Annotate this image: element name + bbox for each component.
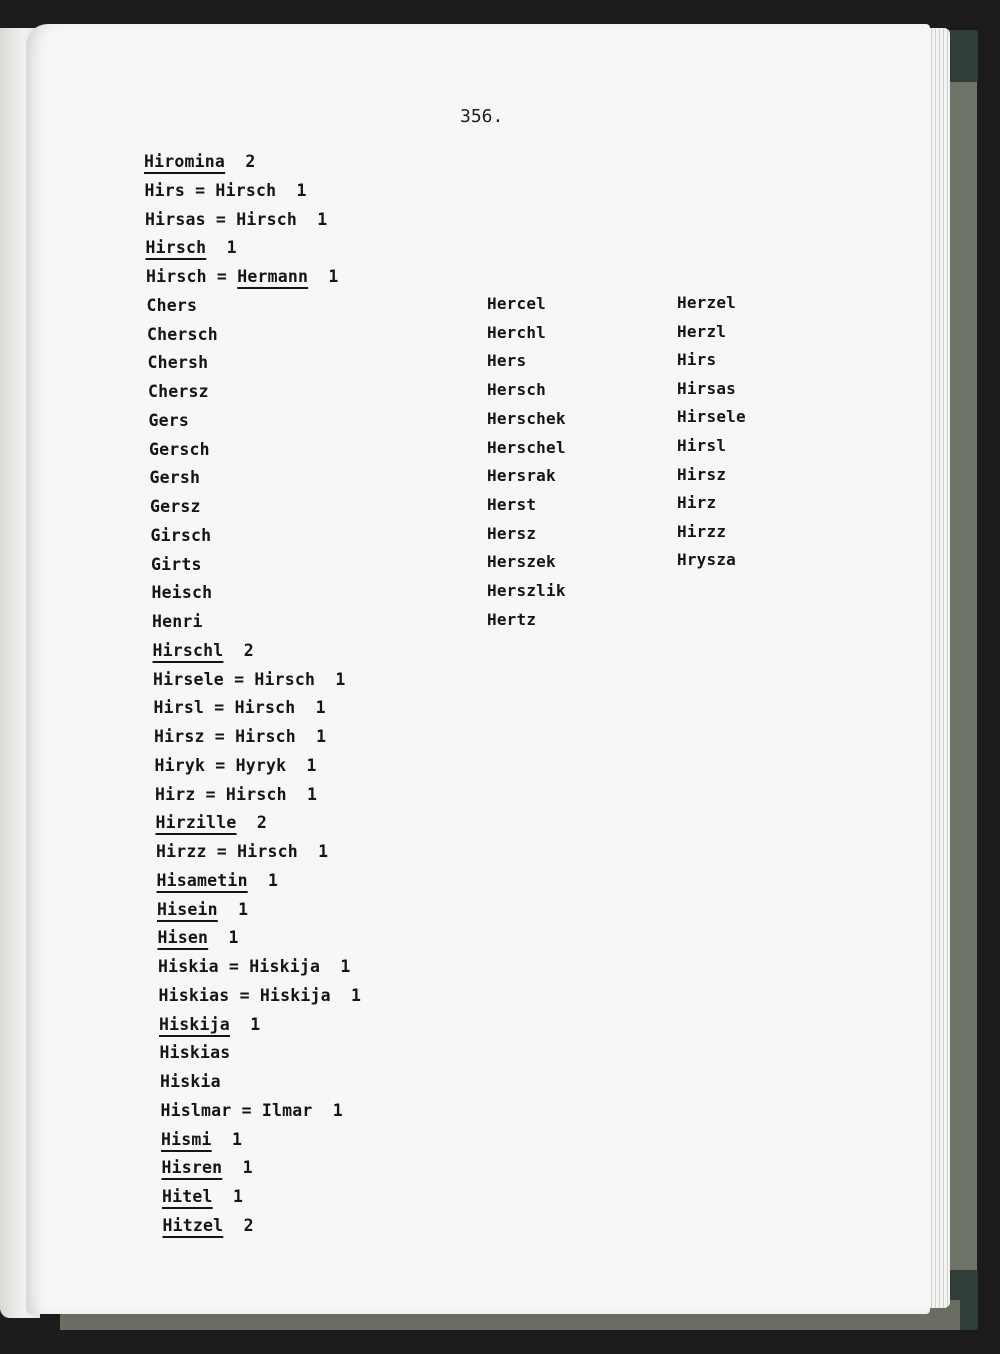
entry-row bbox=[163, 1216, 254, 1235]
entry-row bbox=[159, 1015, 260, 1034]
entry-text: Heisch bbox=[151, 583, 213, 603]
variant-item: Herst bbox=[487, 494, 537, 514]
entry-text: 1 bbox=[222, 1158, 253, 1178]
entry-row bbox=[152, 583, 213, 602]
entry-row bbox=[156, 842, 328, 861]
entry-text: Girts bbox=[151, 554, 202, 574]
entry-text: 2 bbox=[236, 813, 267, 833]
entry-text: Hiskias bbox=[159, 1043, 231, 1063]
entry-text: Hiskia = Hiskija 1 bbox=[158, 957, 351, 976]
entry-headword: Hisametin bbox=[156, 870, 248, 890]
entry-row bbox=[147, 296, 198, 315]
entry-text: Chersch bbox=[147, 324, 218, 344]
variant-item: Hirsele bbox=[677, 407, 746, 427]
entry-text: 1 bbox=[217, 899, 249, 919]
entry-text: 1 bbox=[308, 267, 339, 286]
entry-row bbox=[155, 756, 317, 775]
entry-row bbox=[149, 411, 190, 430]
entry-text: Hirsl = Hirsch 1 bbox=[153, 698, 326, 718]
variant-item: Hersz bbox=[487, 523, 537, 543]
entry-row bbox=[146, 267, 339, 286]
entry-headword: Hitel bbox=[162, 1187, 213, 1206]
entry-text: 1 bbox=[208, 928, 239, 948]
entry-row bbox=[161, 1130, 242, 1149]
entry-text: 1 bbox=[211, 1129, 243, 1149]
variant-item: Herschek bbox=[487, 408, 566, 428]
entry-text: Hislmar = Ilmar 1 bbox=[160, 1100, 343, 1120]
entry-row bbox=[156, 813, 267, 832]
entry-text: Hirsas = Hirsch 1 bbox=[145, 209, 328, 229]
entry-headword: Hisein bbox=[157, 899, 218, 919]
entry-row bbox=[147, 325, 218, 344]
variant-item: Hirzz bbox=[677, 521, 727, 541]
variant-item: Hirsl bbox=[677, 436, 727, 455]
entry-prefix: Hirsch = bbox=[146, 267, 238, 286]
entry-row bbox=[159, 986, 362, 1005]
entry-text: Chers bbox=[146, 295, 198, 315]
entry-row bbox=[144, 152, 255, 171]
entry-row bbox=[150, 468, 201, 487]
entry-text: 1 bbox=[229, 1014, 261, 1034]
variant-item: Hertz bbox=[487, 609, 537, 629]
variant-item: Hirz bbox=[677, 493, 717, 513]
entry-text: Hiskias = Hiskija 1 bbox=[158, 985, 362, 1005]
entry-text: Gers bbox=[148, 410, 190, 430]
entry-row bbox=[155, 785, 317, 804]
entry-headword: Hisren bbox=[161, 1158, 223, 1178]
variant-item: Hirs bbox=[677, 350, 717, 370]
entry-text: Gersz bbox=[150, 497, 201, 516]
variant-item: Hersrak bbox=[487, 466, 556, 486]
entry-text: Gersch bbox=[149, 439, 210, 459]
entry-text: Girsch bbox=[150, 525, 212, 545]
variant-item: Hirsas bbox=[677, 378, 736, 398]
entry-row bbox=[160, 1043, 231, 1062]
entry-row bbox=[161, 1101, 343, 1120]
entry-row bbox=[154, 698, 326, 717]
entry-headword: Hermann bbox=[237, 267, 309, 286]
entry-text: 1 bbox=[247, 870, 279, 890]
entry-text: 1 bbox=[206, 238, 237, 258]
entry-row bbox=[157, 900, 248, 919]
variant-item: Herzl bbox=[677, 321, 727, 341]
entry-text: Hirsele = Hirsch 1 bbox=[153, 669, 346, 689]
entry-headword: Hirsch bbox=[145, 238, 207, 258]
entry-headword: Hiskija bbox=[159, 1014, 230, 1034]
entry-headword: Hiromina bbox=[144, 152, 226, 171]
entry-headword: Hismi bbox=[161, 1129, 212, 1149]
entry-row bbox=[158, 957, 351, 976]
entry-text: Hirzz = Hirsch 1 bbox=[156, 842, 329, 861]
entry-row bbox=[153, 641, 254, 660]
entry-headword: Hisen bbox=[157, 928, 209, 948]
entry-text: Gersh bbox=[149, 468, 201, 488]
entry-row bbox=[148, 353, 209, 372]
entry-row bbox=[151, 526, 212, 545]
entry-row bbox=[158, 928, 239, 947]
entry-headword: Hirzille bbox=[155, 813, 237, 833]
entry-row bbox=[145, 210, 327, 229]
entry-text: Hiryk = Hyryk 1 bbox=[154, 755, 317, 775]
variant-item: Hers bbox=[487, 351, 527, 371]
document-page bbox=[26, 24, 930, 1314]
entry-row bbox=[162, 1187, 243, 1206]
entry-text: Hirz = Hirsch 1 bbox=[155, 784, 318, 804]
entry-text: 2 bbox=[225, 152, 256, 171]
entry-row bbox=[150, 497, 201, 516]
variant-item: Herchl bbox=[487, 322, 546, 342]
entry-text: 2 bbox=[223, 1215, 254, 1235]
entry-row bbox=[149, 440, 210, 459]
variant-item: Herschel bbox=[487, 437, 566, 457]
variant-item: Hirsz bbox=[677, 464, 727, 484]
entry-row bbox=[160, 1072, 221, 1091]
entry-text: 1 bbox=[212, 1187, 244, 1206]
variant-item: Herszek bbox=[487, 552, 556, 572]
entry-text: 2 bbox=[223, 640, 254, 660]
entry-text: Chersh bbox=[147, 353, 209, 373]
variant-item: Hersch bbox=[487, 380, 546, 400]
entry-text: Hirs = Hirsch 1 bbox=[144, 180, 307, 200]
entry-text: Henri bbox=[152, 612, 203, 631]
variant-item: Hercel bbox=[487, 294, 546, 313]
entry-row bbox=[157, 871, 279, 890]
entry-row bbox=[153, 670, 346, 689]
variant-item: Herzel bbox=[677, 293, 736, 312]
entry-row bbox=[162, 1158, 253, 1177]
entry-text: Chersz bbox=[148, 382, 209, 401]
entry-text: Hiskia bbox=[160, 1072, 221, 1091]
entry-row bbox=[154, 727, 326, 746]
entry-row bbox=[145, 181, 307, 200]
variant-item: Hrysza bbox=[677, 550, 736, 570]
entry-row bbox=[152, 612, 203, 631]
variant-item: Herszlik bbox=[487, 581, 566, 600]
entry-headword: Hirschl bbox=[152, 640, 224, 660]
entry-headword: Hitzel bbox=[162, 1215, 224, 1235]
entry-row bbox=[151, 555, 202, 574]
entry-row bbox=[148, 382, 209, 401]
entry-row bbox=[146, 238, 237, 257]
entry-text: Hirsz = Hirsch 1 bbox=[154, 727, 327, 746]
page-number: 356. bbox=[460, 106, 504, 127]
